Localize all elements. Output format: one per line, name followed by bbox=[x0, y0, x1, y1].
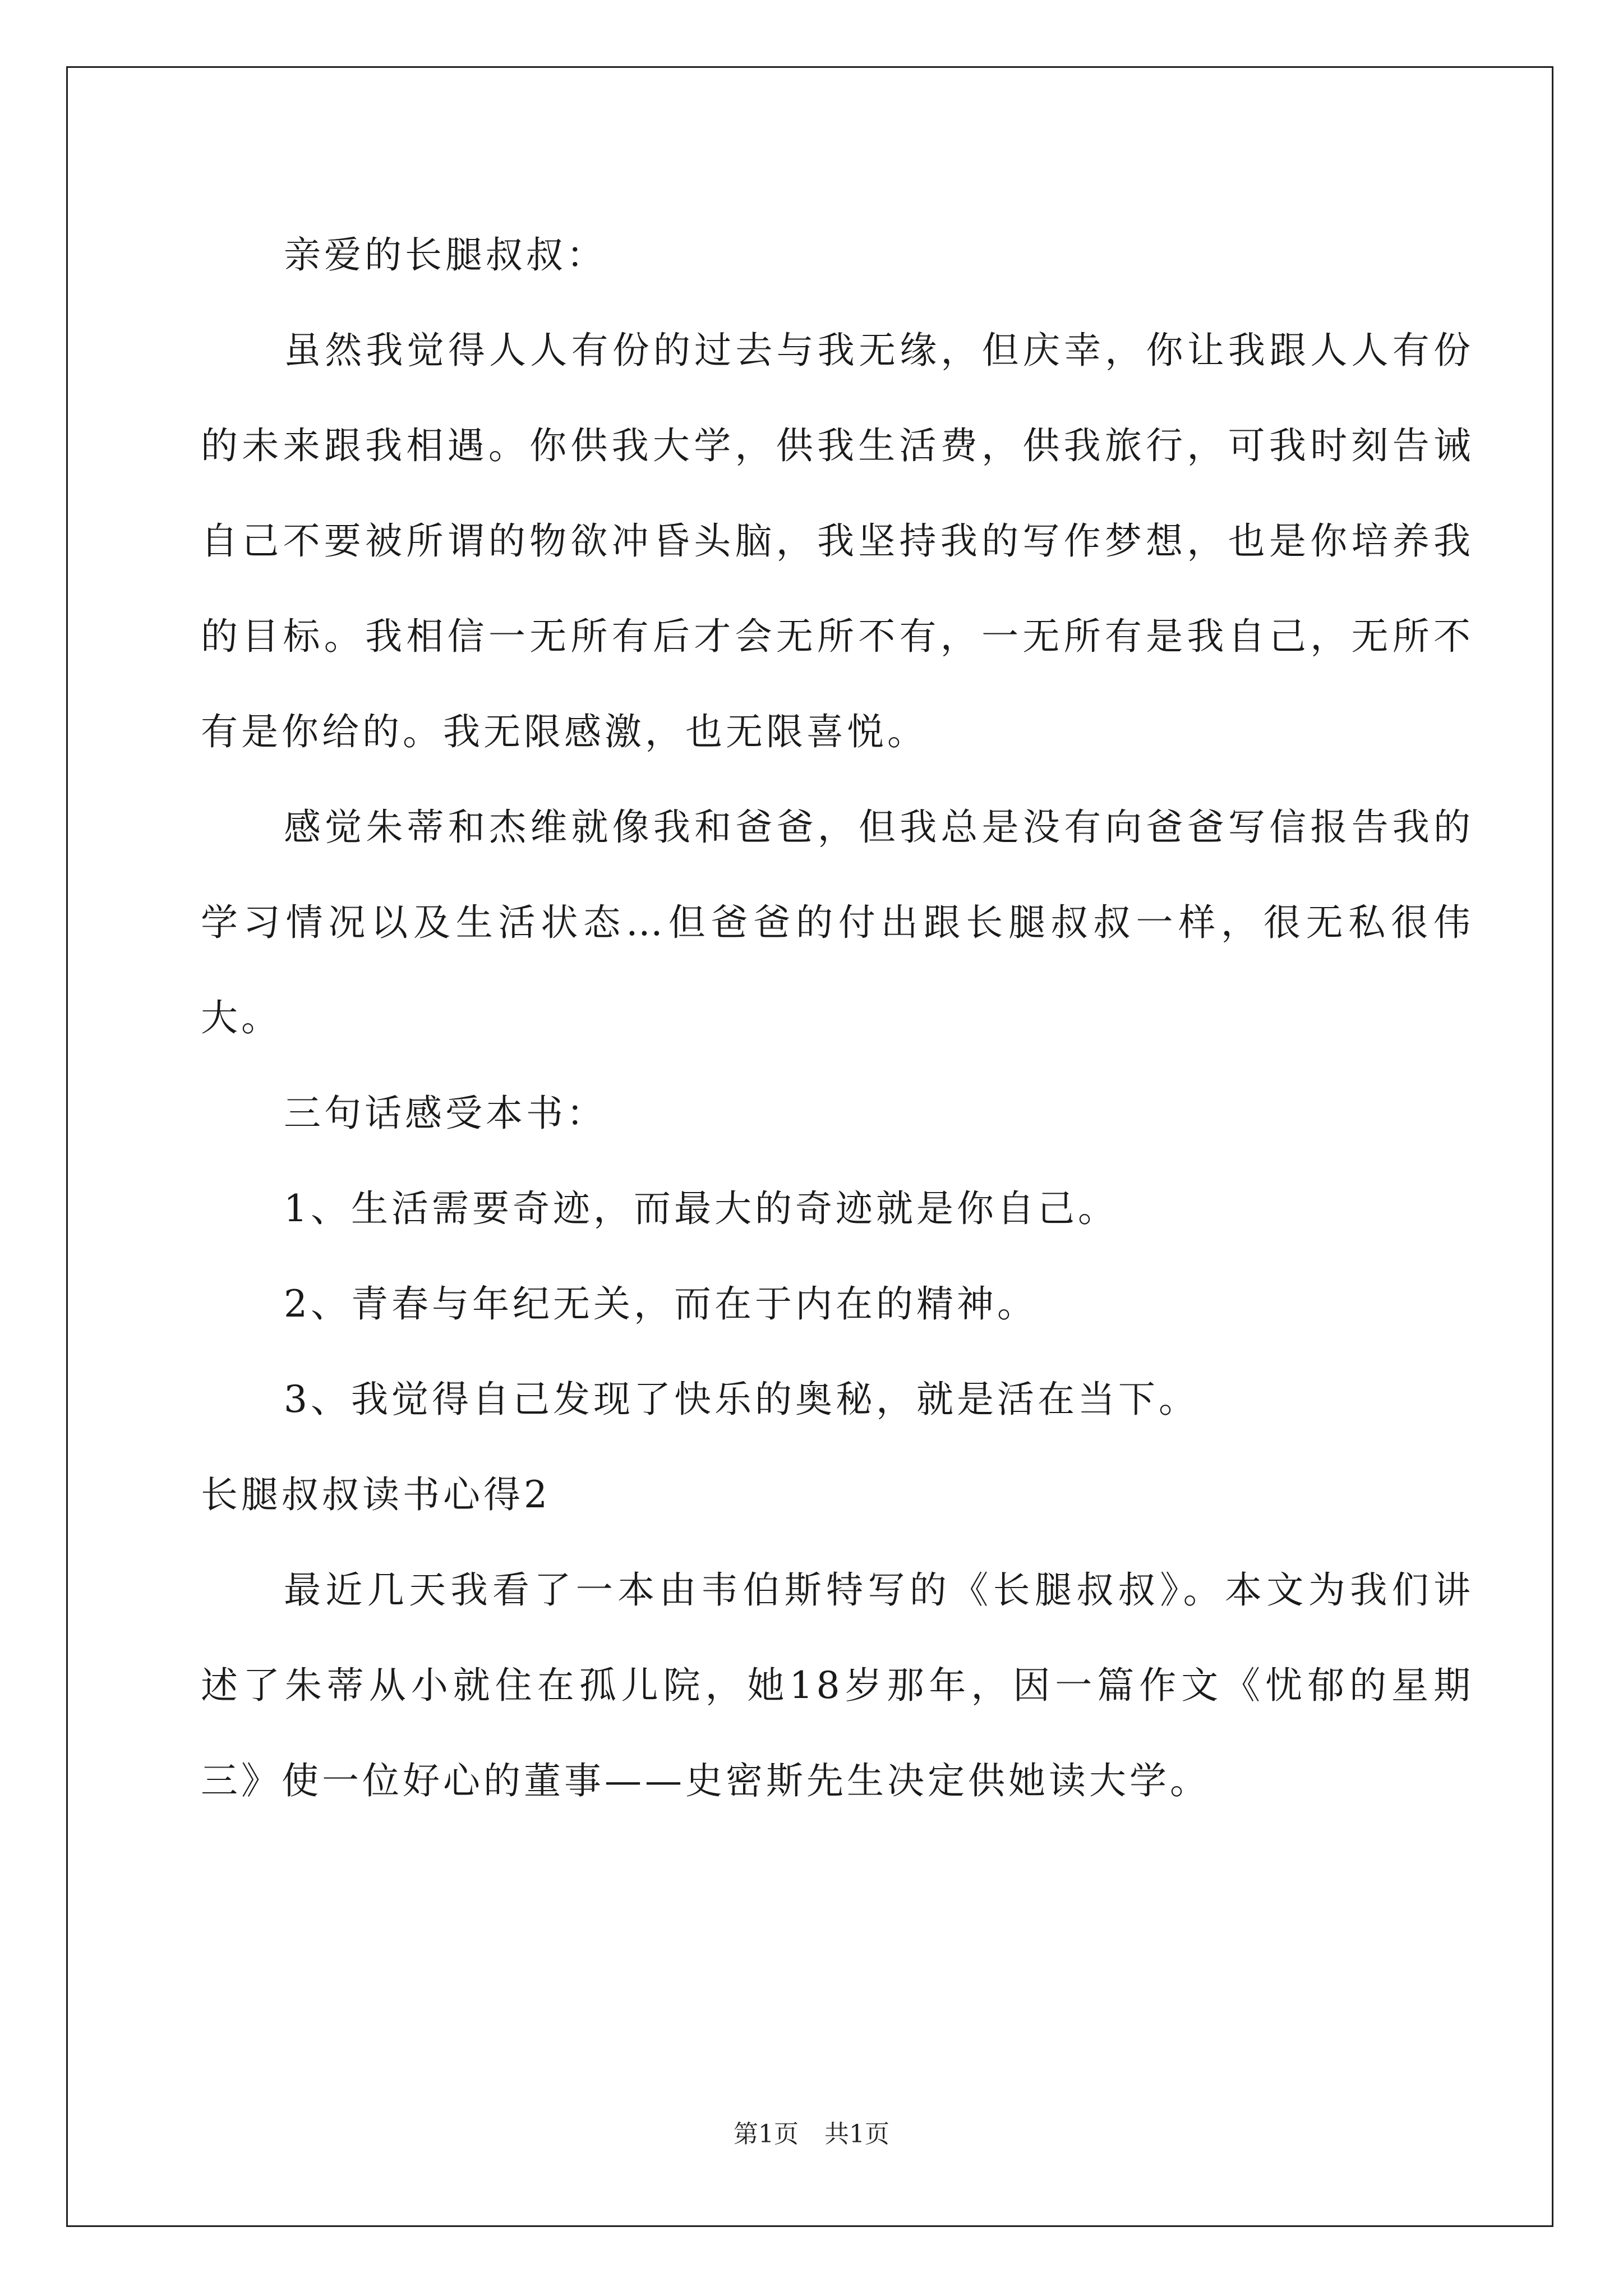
paragraph-summary: 最近几天我看了一本由韦伯斯特写的《长腿叔叔》。本文为我们讲述了朱蒂从小就住在孤儿院，她18岁那年，因一篇作文《忧郁的星期三》使一位好心的董事——史密斯先生决定供她读大学。 bbox=[201, 1568, 1474, 1802]
section-heading: 长腿叔叔读书心得2 bbox=[201, 1473, 551, 1516]
document-body bbox=[201, 208, 1474, 1829]
list-item-2: 2、青春与年纪无关，而在于内在的精神。 bbox=[284, 1282, 1038, 1326]
list-item-1: 1、生活需要奇迹，而最大的奇迹就是你自己。 bbox=[284, 1187, 1118, 1230]
list-item-3: 3、我觉得自己发现了快乐的奥秘，就是活在当下。 bbox=[284, 1378, 1199, 1421]
page-total: 共1页 bbox=[824, 2120, 889, 2148]
page-number: 第1页 bbox=[734, 2120, 799, 2148]
paragraph-father: 感觉朱蒂和杰维就像我和爸爸，但我总是没有向爸爸写信报告我的学习情况以及生活状态…但爸爸的付出跟长腿叔叔一样，很无私很伟大。 bbox=[201, 806, 1474, 1039]
paragraph-three-sentences-intro: 三句话感受本书： bbox=[284, 1092, 607, 1135]
salutation: 亲爱的长腿叔叔： bbox=[284, 233, 607, 277]
page-footer bbox=[0, 2118, 1623, 2151]
paragraph-gratitude: 虽然我觉得人人有份的过去与我无缘，但庆幸，你让我跟人人有份的未来跟我相遇。你供我大学，供我生活费，供我旅行，可我时刻告诫自己不要被所谓的物欲冲昏头脑，我坚持我的写作梦想，也是你培养我的目标。我相信一无所有后才会无所不有，一无所有是我自己，无所不有是你给的。我无限感激，也无限喜悦。 bbox=[201, 329, 1474, 753]
